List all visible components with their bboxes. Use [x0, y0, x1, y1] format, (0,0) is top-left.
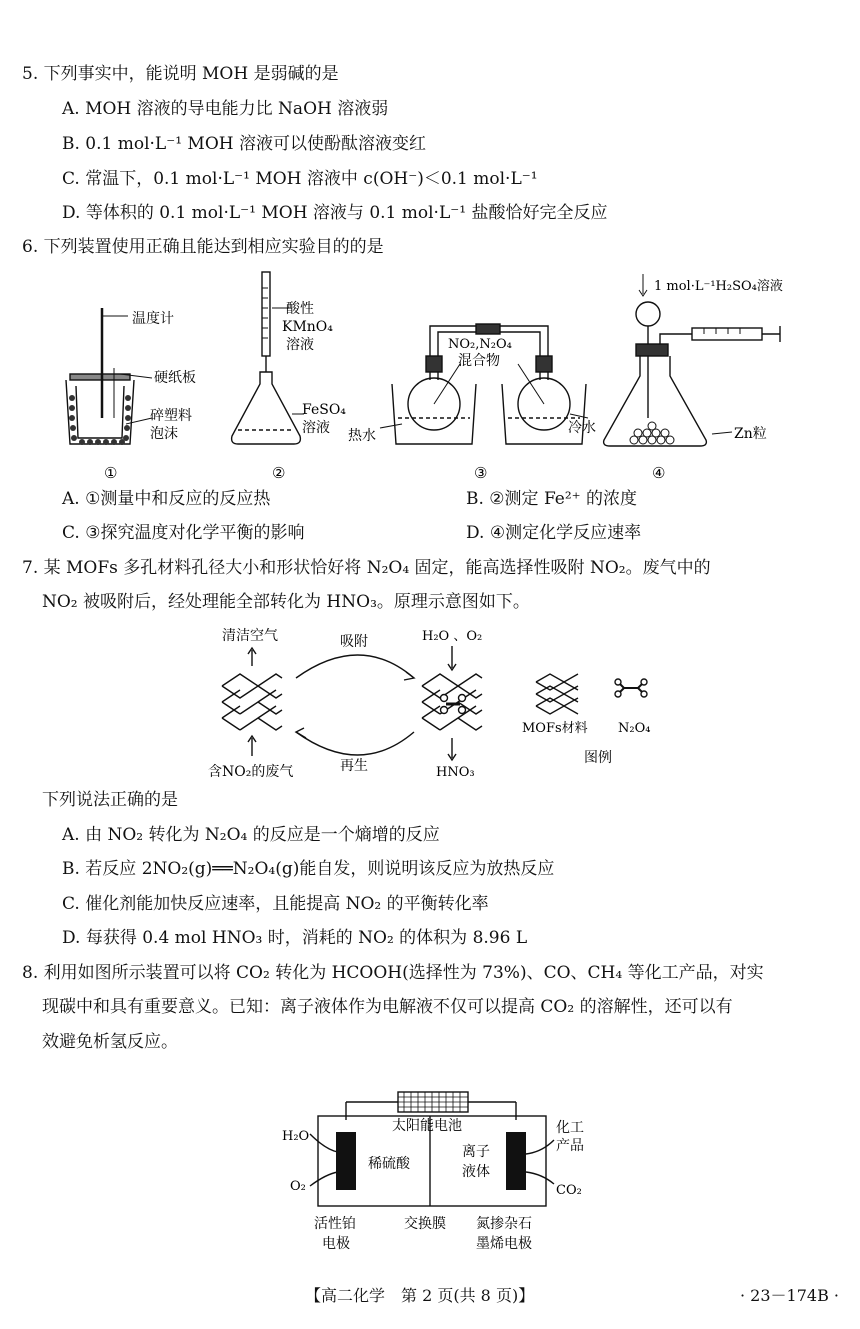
- label-adsorb: 吸附: [340, 634, 368, 650]
- footer-page-info: 【高二化学 第 2 页(共 8 页)】: [305, 1286, 535, 1305]
- q6-stem: 6. 下列装置使用正确且能达到相应实验目的的是: [22, 237, 384, 257]
- label-kmno4-2: KMnO₄: [282, 319, 333, 335]
- q7-option-d: D. 每获得 0.4 mol HNO₃ 时，消耗的 NO₂ 的体积为 8.96 L: [62, 928, 528, 948]
- label-hno3: HNO₃: [436, 765, 475, 780]
- label-h2o: H₂O: [282, 1129, 310, 1144]
- label-product-1: 化工: [556, 1120, 584, 1136]
- label-o2: O₂: [290, 1179, 306, 1194]
- label-clean-air: 清洁空气: [222, 628, 278, 644]
- label-thermometer: 温度计: [132, 311, 174, 327]
- label-ionic-2: 液体: [462, 1164, 490, 1180]
- label-foam-1: 碎塑料: [150, 408, 192, 424]
- q7-option-b: B. 若反应 2NO₂(g)══N₂O₄(g)能自发，则说明该反应为放热反应: [62, 859, 555, 879]
- q5-option-c: C. 常温下，0.1 mol·L⁻¹ MOH 溶液中 c(OH⁻)＜0.1 mol·L⁻¹: [62, 169, 538, 189]
- label-n2o4: N₂O₄: [618, 721, 651, 736]
- q7-mofs-diagram: [200, 622, 670, 782]
- q7-option-c: C. 催化剂能加快反应速率，且能提高 NO₂ 的平衡转化率: [62, 894, 489, 914]
- q7-stem-2: NO₂ 被吸附后，经处理能全部转化为 HNO₃。原理示意图如下。: [42, 592, 530, 612]
- label-h2so4: 1 mol·L⁻¹H₂SO₄溶液: [654, 279, 783, 294]
- q6-option-b: B. ②测定 Fe²⁺ 的浓度: [466, 489, 638, 509]
- label-no2-n2o4: NO₂,N₂O₄: [448, 337, 512, 352]
- label-kmno4-1: 酸性: [286, 301, 314, 317]
- q6-option-a: A. ①测量中和反应的反应热: [62, 489, 271, 509]
- label-feso4-1: FeSO₄: [302, 402, 346, 418]
- label-kmno4-3: 溶液: [286, 337, 314, 353]
- label-h2o-o2: H₂O 、O₂: [422, 629, 483, 644]
- label-feso4-2: 溶液: [302, 420, 330, 436]
- label-waste-gas: 含NO₂的废气: [208, 764, 294, 780]
- label-mofs: MOFs材料: [522, 721, 588, 736]
- label-apparatus-4: ④: [652, 464, 666, 482]
- label-board: 硬纸板: [154, 370, 196, 386]
- q7-stem-1: 7. 某 MOFs 多孔材料孔径大小和形状恰好将 N₂O₄ 固定，能高选择性吸附 NO₂。废气中的: [22, 558, 711, 578]
- q8-electrolysis-diagram: [270, 1082, 600, 1257]
- q5-option-d: D. 等体积的 0.1 mol·L⁻¹ MOH 溶液与 0.1 mol·L⁻¹ 盐酸恰好完全反应: [62, 203, 608, 223]
- q5-stem: 5. 下列事实中，能说明 MOH 是弱碱的是: [22, 64, 339, 84]
- label-cold-water: 冷水: [568, 420, 596, 436]
- label-exchange-membrane: 交换膜: [404, 1216, 446, 1232]
- label-pt-electrode-1: 活性铂: [314, 1216, 356, 1232]
- label-co2: CO₂: [556, 1183, 582, 1198]
- label-graphene-2: 墨烯电极: [476, 1236, 532, 1252]
- q7-option-a: A. 由 NO₂ 转化为 N₂O₄ 的反应是一个熵增的反应: [62, 825, 440, 845]
- q8-stem-1: 8. 利用如图所示装置可以将 CO₂ 转化为 HCOOH(选择性为 73%)、CO、CH₄ 等化工产品，对实: [22, 963, 764, 983]
- q6-option-c: C. ③探究温度对化学平衡的影响: [62, 523, 305, 543]
- q6-apparatus-figure: [40, 268, 820, 488]
- label-apparatus-2: ②: [272, 464, 286, 482]
- q8-stem-2: 现碳中和具有重要意义。已知：离子液体作为电解液不仅可以提高 CO₂ 的溶解性，还可以有: [42, 997, 733, 1017]
- label-product-2: 产品: [556, 1138, 584, 1154]
- label-regenerate: 再生: [340, 758, 368, 774]
- label-apparatus-1: ①: [104, 464, 118, 482]
- q6-option-d: D. ④测定化学反应速率: [466, 523, 642, 543]
- label-pt-electrode-2: 电极: [322, 1236, 350, 1252]
- label-mixture: 混合物: [458, 353, 500, 369]
- footer-code: · 23－174B ·: [740, 1286, 840, 1305]
- q7-ask: 下列说法正确的是: [42, 790, 178, 810]
- label-solar-cell: 太阳能电池: [392, 1118, 462, 1134]
- q5-option-a: A. MOH 溶液的导电能力比 NaOH 溶液弱: [62, 99, 389, 119]
- q8-stem-3: 效避免析氢反应。: [42, 1032, 178, 1052]
- label-legend: 图例: [584, 750, 612, 766]
- label-dilute-sulfuric-acid: 稀硫酸: [368, 1156, 410, 1172]
- label-apparatus-3: ③: [474, 464, 488, 482]
- label-ionic-1: 离子: [462, 1144, 490, 1160]
- label-zinc: Zn粒: [734, 426, 767, 442]
- label-hot-water: 热水: [348, 428, 376, 444]
- label-graphene-1: 氮掺杂石: [476, 1216, 532, 1232]
- q5-option-b: B. 0.1 mol·L⁻¹ MOH 溶液可以使酚酞溶液变红: [62, 134, 426, 154]
- label-foam-2: 泡沫: [150, 426, 178, 442]
